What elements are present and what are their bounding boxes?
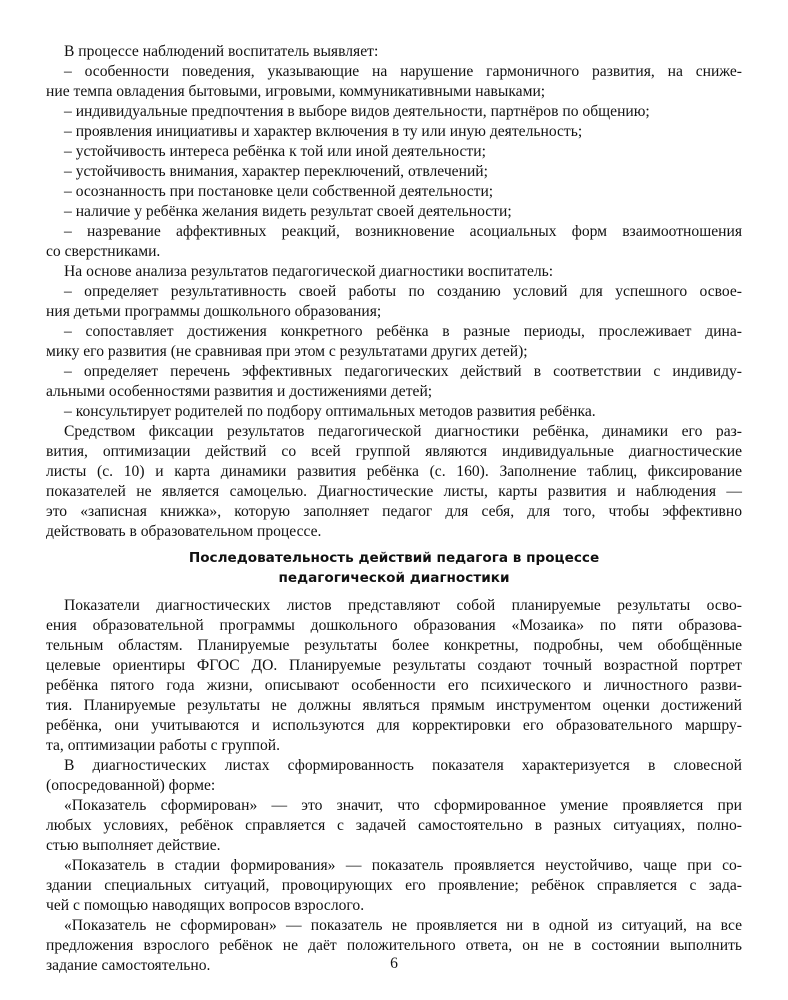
page-number: 6	[390, 955, 398, 972]
text-line: В диагностических листах сформированность показателя характеризуется в словесной	[64, 757, 742, 774]
text-line: – наличие у ребёнка желания видеть результат своей деятельности;	[64, 203, 512, 220]
text-line: – устойчивость интереса ребёнка к той или иной деятельности;	[64, 143, 486, 160]
text-line: «Показатель в стадии формирования» — показатель проявляется неустойчиво, чаще при со-	[64, 857, 742, 874]
paragraph	[46, 122, 742, 142]
text-line: альными особенностями развития и достижениями детей;	[46, 383, 433, 400]
paragraph	[46, 142, 742, 162]
paragraph	[46, 222, 742, 262]
text-line: – определяет результативность своей работы по созданию условий для успешного освое-	[64, 283, 742, 300]
paragraph	[46, 596, 742, 756]
text-line: – назревание аффективных реакций, возникновение асоциальных форм взаимоотношения	[64, 223, 742, 240]
paragraph	[46, 182, 742, 202]
text-line: ения образовательной программы дошкольного образования «Мозаика» по пяти образова-	[46, 617, 742, 634]
heading-line: Последовательность действий педагога в процессе	[188, 550, 600, 566]
paragraph	[46, 756, 742, 796]
paragraph	[46, 322, 742, 362]
text-line: любых условиях, ребёнок справляется с задачей самостоятельно в разных ситуациях, полно-	[46, 817, 742, 834]
text-line: ребёнка пятого года жизни, описывают особенности его психического и личностного разви-	[46, 677, 742, 694]
text-line: ние темпа овладения бытовыми, игровыми, коммуникативными навыками;	[46, 83, 546, 100]
text-line: та, оптимизации работы с группой.	[46, 737, 281, 754]
text-line: Средством фиксации результатов педагогической диагностики ребёнка, динамики его раз-	[64, 423, 742, 440]
paragraph	[46, 202, 742, 222]
paragraph	[46, 42, 742, 62]
text-line: ния детьми программы дошкольного образования;	[46, 303, 382, 320]
text-line: целевые ориентиры ФГОС ДО. Планируемые результаты создают точный возрастной портрет	[46, 657, 742, 674]
paragraph	[46, 62, 742, 102]
text-line: – индивидуальные предпочтения в выборе видов деятельности, партнёров по общению;	[64, 103, 650, 120]
text-line: это «записная книжка», которую заполняет педагог для себя, для того, чтобы эффективно	[46, 503, 742, 520]
paragraph	[46, 856, 742, 916]
text-line: действовать в образовательном процессе.	[46, 523, 322, 540]
text-line: показателей не является самоцелью. Диагностические листы, карты развития и наблюдения —	[46, 483, 742, 500]
text-line: стью выполняет действие.	[46, 837, 221, 854]
text-line: со сверстниками.	[46, 243, 161, 260]
text-line: Показатели диагностических листов представляют собой планируемые результаты осво-	[64, 597, 742, 614]
text-line: В процессе наблюдений воспитатель выявляет:	[64, 43, 379, 60]
text-line: На основе анализа результатов педагогической диагностики воспитатель:	[64, 263, 554, 280]
paragraph	[46, 282, 742, 322]
text-line: вития, оптимизации действий со всей группой являются индивидуальные диагностические	[46, 443, 742, 460]
text-line: задание самостоятельно.	[46, 957, 211, 974]
heading-line: педагогической диагностики	[278, 570, 510, 586]
text-line: «Показатель не сформирован» — показатель не проявляется ни в одной из ситуаций, на все	[64, 917, 742, 934]
text-line: (опосредованной) форме:	[46, 777, 216, 794]
text-line: – сопоставляет достижения конкретного ребёнка в разные периоды, прослеживает дина-	[64, 323, 742, 340]
paragraph	[46, 162, 742, 182]
text-line: тельным областям. Планируемые результаты более конкретны, подробны, чем обобщённые	[46, 637, 742, 654]
text-line: – проявления инициативы и характер включения в ту или иную деятельность;	[64, 123, 583, 140]
text-line: – устойчивость внимания, характер переключений, отвлечений;	[64, 163, 488, 180]
page-body	[46, 42, 742, 976]
paragraph	[46, 402, 742, 422]
paragraph	[46, 422, 742, 542]
section-heading	[46, 548, 742, 588]
text-line: – определяет перечень эффективных педагогических действий в соответствии с индивиду-	[64, 363, 742, 380]
text-line: «Показатель сформирован» — это значит, что сформированное умение проявляется при	[64, 797, 742, 814]
text-line: – консультирует родителей по подбору оптимальных методов развития ребёнка.	[64, 403, 596, 420]
paragraph	[46, 796, 742, 856]
text-line: чей с помощью наводящих вопросов взрослого.	[46, 897, 365, 914]
text-line: – особенности поведения, указывающие на нарушение гармоничного развития, на сниже-	[64, 63, 742, 80]
text-line: листы (с. 10) и карта динамики развития ребёнка (с. 160). Заполнение таблиц, фиксирование	[46, 463, 742, 480]
text-line: предложения взрослого ребёнок не даёт положительного ответа, он не в состоянии выполнить	[46, 937, 742, 954]
text-line: ребёнка, они учитываются и используются для корректировки его образовательного маршру-	[46, 717, 742, 734]
text-line: здании специальных ситуаций, провоцирующих его проявление; ребёнок справляется с зада-	[46, 877, 742, 894]
text-line: мику его развития (не сравнивая при этом с результатами других детей);	[46, 343, 528, 360]
paragraph	[46, 262, 742, 282]
paragraph	[46, 362, 742, 402]
text-line: тия. Планируемые результаты не должны являться прямым инструментом оценки достижений	[46, 697, 742, 714]
paragraph	[46, 102, 742, 122]
text-line: – осознанность при постановке цели собственной деятельности;	[64, 183, 494, 200]
